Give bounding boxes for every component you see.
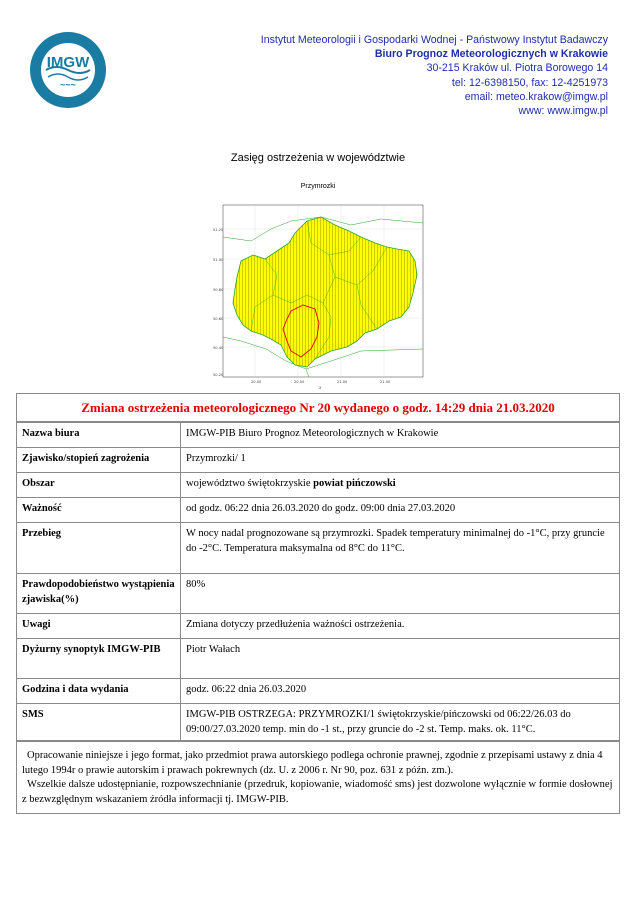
x-tick-label: 20.50 <box>294 380 305 384</box>
y-tick-label: 50.80 <box>213 288 224 292</box>
x-tick-label: 21.00 <box>337 380 348 384</box>
email: email: meteo.krakow@imgw.pl <box>464 90 608 103</box>
copyright-paragraph: Wszelkie dalsze udostępnianie, rozpowszechnianie (przedruk, kopiowanie, wiadomość sms) jest dozwolone wyłącznie w formie dosłownej z bezwzględnym wskazaniem źródła informacji tj. IMGW-PIB. <box>22 779 613 805</box>
y-tick-label: 50.20 <box>213 373 224 377</box>
row-label: Nazwa biura <box>17 423 181 448</box>
y-tick-label: 50.60 <box>213 317 224 321</box>
table-row <box>17 574 619 614</box>
table-row <box>17 473 619 498</box>
row-label: Dyżurny synoptyk IMGW-PIB <box>17 639 181 679</box>
address: 30-215 Kraków ul. Piotra Borowego 14 <box>426 62 608 75</box>
row-label: Prawdopodobieństwo wystąpienia zjawiska(%) <box>17 574 181 614</box>
warning-panel <box>16 393 620 814</box>
row-label: Godzina i data wydania <box>17 679 181 704</box>
row-label: SMS <box>17 704 181 741</box>
row-label: Przebieg <box>17 523 181 574</box>
institute-address-block <box>261 33 608 118</box>
row-label: Ważność <box>17 498 181 523</box>
row-value <box>181 473 620 498</box>
map-phenomenon-label: Przymrozki <box>300 183 336 190</box>
institute-name: Instytut Meteorologii i Gospodarki Wodnej - Państwowy Instytut Badawczy <box>260 34 608 46</box>
y-tick-label: 51.00 <box>213 258 224 262</box>
row-label: Uwagi <box>17 614 181 639</box>
row-label: Zjawisko/stopień zagrożenia <box>17 448 181 473</box>
map-heading: Zasięg ostrzeżenia w województwie <box>230 152 406 164</box>
x-axis-letter: X <box>319 386 322 390</box>
row-value: IMGW-PIB Biuro Prognoz Meteorologicznych w Krakowie <box>181 423 620 448</box>
x-tick-label: 21.50 <box>380 380 391 384</box>
area-powiat: powiat pińczowski <box>313 478 396 489</box>
svg-text:~~~: ~~~ <box>60 80 76 90</box>
office-name: Biuro Prognoz Meteorologicznych w Krakowie <box>374 48 608 61</box>
x-tick-label: 20.00 <box>251 380 262 384</box>
row-label: Obszar <box>17 473 181 498</box>
y-tick-label: 50.40 <box>213 346 224 350</box>
table-row <box>17 523 619 574</box>
website: www: www.imgw.pl <box>518 105 608 118</box>
imgw-logo <box>28 30 108 110</box>
phone-fax: tel: 12-6398150, fax: 12-4251973 <box>451 76 608 89</box>
row-value: Zmiana dotyczy przedłużenia ważności ostrzeżenia. <box>181 614 620 639</box>
table-row <box>17 423 619 448</box>
warning-table <box>17 422 619 741</box>
copyright-paragraph: Opracowanie niniejsze i jego format, jako przedmiot prawa autorskiego podlega ochronie prawnej, zgodnie z przepisami ustawy z dnia 4 lutego 1994r o prawie autorskim i prawach pokrewnych (dz. U. z 2006 r. Nr 90, poz. 631 z późn. zm.). <box>22 750 603 776</box>
row-value: IMGW-PIB OSTRZEGA: PRZYMROZKI/1 świętokrzyskie/pińczowski od 06:22/26.03 do 09:00/27.03.2020 temp. min do -1 st., przy gruncie do -2 st. Temp. maks. ok. 11°C. <box>181 704 620 741</box>
row-value: Przymrozki/ 1 <box>181 448 620 473</box>
copyright-notice <box>17 741 619 813</box>
table-row <box>17 448 619 473</box>
area-province: województwo świętokrzyskie <box>186 478 311 489</box>
row-value: Piotr Wałach <box>181 639 620 679</box>
table-row <box>17 498 619 523</box>
table-row <box>17 704 619 741</box>
y-tick-label: 51.20 <box>213 228 224 232</box>
warning-area-map <box>211 199 429 391</box>
row-value: W nocy nadal prognozowane są przymrozki. Spadek temperatury minimalnej do -1°C, przy gruncie do -2°C. Temperatura maksymalna od 8°C do 11°C. <box>181 523 620 574</box>
logo-text: IMGW <box>46 54 90 71</box>
warning-title: Zmiana ostrzeżenia meteorologicznego Nr 20 wydanego o godz. 14:29 dnia 21.03.2020 <box>17 394 619 422</box>
row-value: godz. 06:22 dnia 26.03.2020 <box>181 679 620 704</box>
table-row <box>17 614 619 639</box>
row-value: od godz. 06:22 dnia 26.03.2020 do godz. 09:00 dnia 27.03.2020 <box>181 498 620 523</box>
row-value: 80% <box>181 574 620 614</box>
table-row <box>17 679 619 704</box>
table-row <box>17 639 619 679</box>
